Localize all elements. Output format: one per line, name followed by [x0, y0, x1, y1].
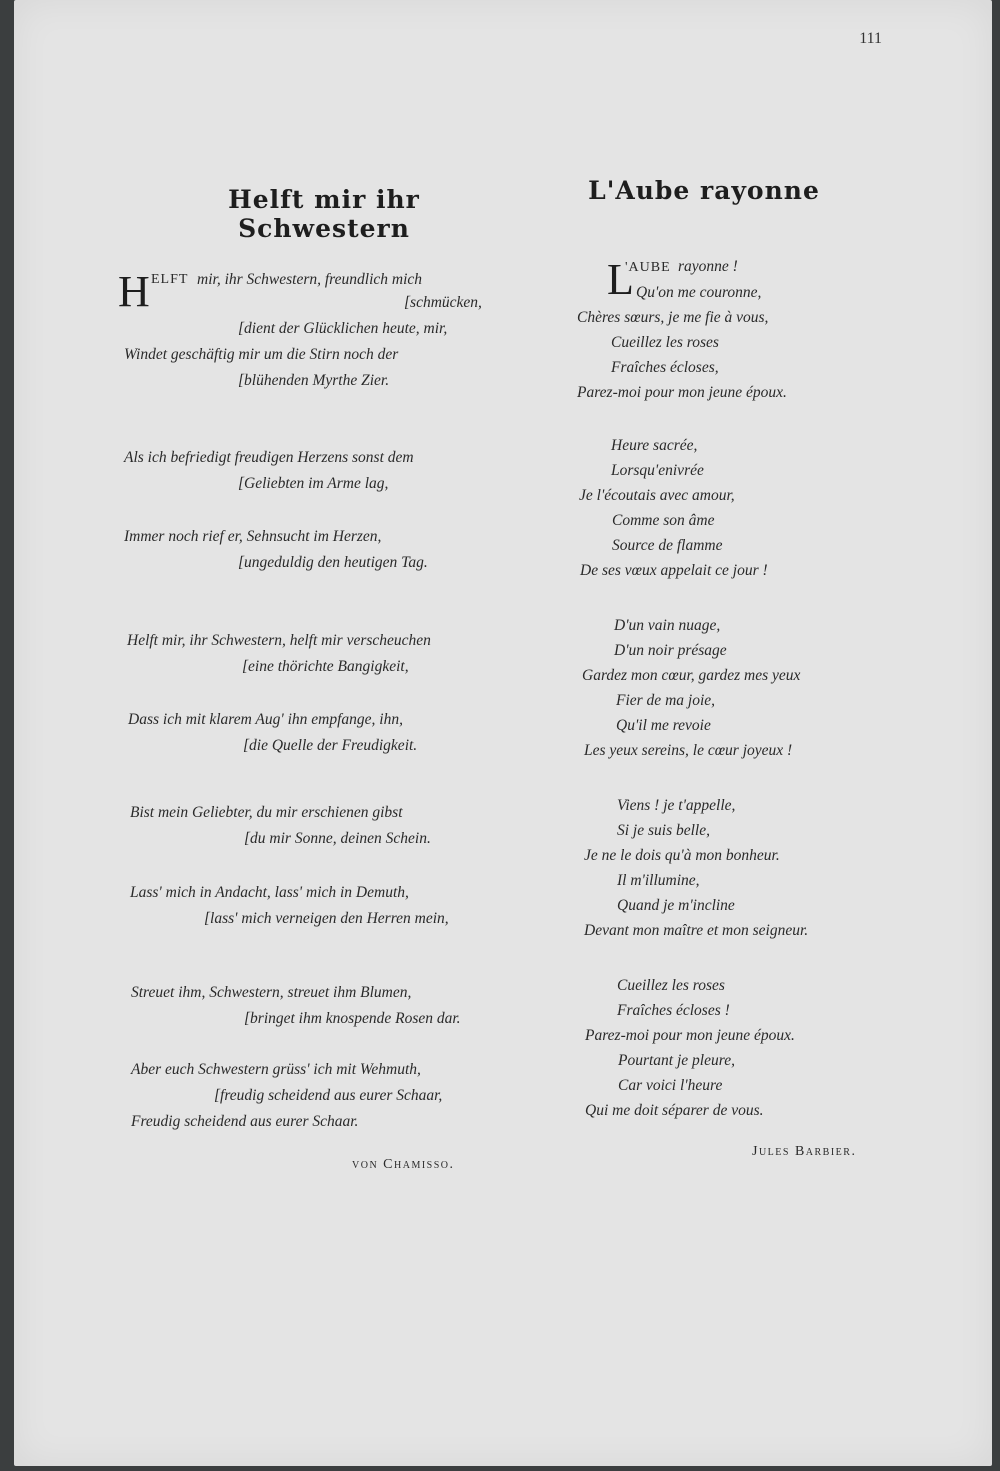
left-line: [ungeduldig den heutigen Tag. [238, 554, 428, 571]
right-line: Lorsqu'enivrée [611, 462, 704, 479]
left-line: Aber euch Schwestern grüss' ich mit Wehmuth, [131, 1061, 421, 1078]
book-page [14, 0, 992, 1466]
right-author: Jules Barbier. [752, 1144, 857, 1159]
left-line: [blühenden Myrthe Zier. [238, 372, 390, 389]
right-first-word: 'AUBE [625, 260, 671, 275]
right-line: Fraîches écloses, [611, 359, 719, 376]
right-line: Qu'il me revoie [616, 717, 711, 734]
left-line: Helft mir, ihr Schwestern, helft mir verscheuchen [127, 632, 431, 649]
right-line: Cueillez les roses [611, 334, 719, 351]
right-line: Je l'écoutais avec amour, [579, 487, 735, 504]
right-line: Il m'illumine, [617, 872, 700, 889]
left-drop-cap: H [118, 267, 150, 316]
left-line: Bist mein Geliebter, du mir erschienen gibst [130, 804, 403, 821]
left-line: Immer noch rief er, Sehnsucht im Herzen, [124, 528, 382, 545]
right-line: Parez-moi pour mon jeune époux. [585, 1027, 795, 1044]
left-line: [freudig scheidend aus eurer Schaar, [214, 1087, 443, 1104]
right-line: Fier de ma joie, [616, 692, 716, 709]
right-line: Chères sœurs, je me fie à vous, [577, 309, 769, 326]
left-first-word: ELFT [151, 272, 189, 287]
right-line: Fraîches écloses ! [617, 1002, 730, 1019]
left-line: [lass' mich verneigen den Herren mein, [204, 910, 449, 927]
left-line: [du mir Sonne, deinen Schein. [244, 830, 431, 847]
left-line: [Geliebten im Arme lag, [238, 475, 389, 492]
right-line: Devant mon maître et mon seigneur. [584, 922, 809, 939]
left-line: [eine thörichte Bangigkeit, [242, 658, 409, 675]
right-line: Les yeux sereins, le cœur joyeux ! [584, 742, 793, 759]
right-line: Pourtant je pleure, [618, 1052, 735, 1069]
right-line: Quand je m'incline [617, 897, 735, 914]
left-line: mir, ihr Schwestern, freundlich mich [197, 271, 423, 288]
right-line: Source de flamme [612, 537, 723, 554]
left-line: [schmücken, [404, 294, 482, 311]
right-line: Heure sacrée, [611, 437, 698, 454]
right-line: Parez-moi pour mon jeune époux. [577, 384, 787, 401]
left-line: Dass ich mit klarem Aug' ihn empfange, ihn, [128, 711, 403, 728]
right-line: Je ne le dois qu'à mon bonheur. [584, 847, 780, 864]
left-line: [dient der Glücklichen heute, mir, [238, 320, 448, 337]
right-line: D'un noir présage [614, 642, 727, 659]
left-line: Freudig scheidend aus eurer Schaar. [131, 1113, 359, 1130]
right-line: Qu'on me couronne, [636, 284, 762, 301]
left-line: [bringet ihm knospende Rosen dar. [244, 1010, 461, 1027]
left-author: von Chamisso. [352, 1157, 455, 1172]
left-line: Windet geschäftig mir um die Stirn noch der [124, 346, 399, 363]
right-line: Cueillez les roses [617, 977, 725, 994]
left-line: Streuet ihm, Schwestern, streuet ihm Blumen, [131, 984, 412, 1001]
right-line: Si je suis belle, [617, 822, 710, 839]
right-line: Gardez mon cœur, gardez mes yeux [582, 667, 801, 684]
right-line: Viens ! je t'appelle, [617, 797, 736, 814]
right-line: D'un vain nuage, [614, 617, 721, 634]
left-line: [die Quelle der Freudigkeit. [243, 737, 418, 754]
right-poem-title: L'Aube rayonne [588, 176, 820, 205]
left-poem-title: Helft mir ihr Schwestern [228, 185, 420, 243]
right-line: Comme son âme [612, 512, 715, 529]
right-line: Car voici l'heure [618, 1077, 723, 1094]
page-number: 111 [859, 30, 882, 47]
right-line: Qui me doit séparer de vous. [585, 1102, 764, 1119]
left-line: Lass' mich in Andacht, lass' mich in Demuth, [130, 884, 409, 901]
right-line: De ses vœux appelait ce jour ! [580, 562, 768, 579]
left-line: Als ich befriedigt freudigen Herzens sonst dem [124, 449, 414, 466]
right-drop-cap: L [607, 255, 634, 304]
right-line: rayonne ! [678, 258, 738, 275]
